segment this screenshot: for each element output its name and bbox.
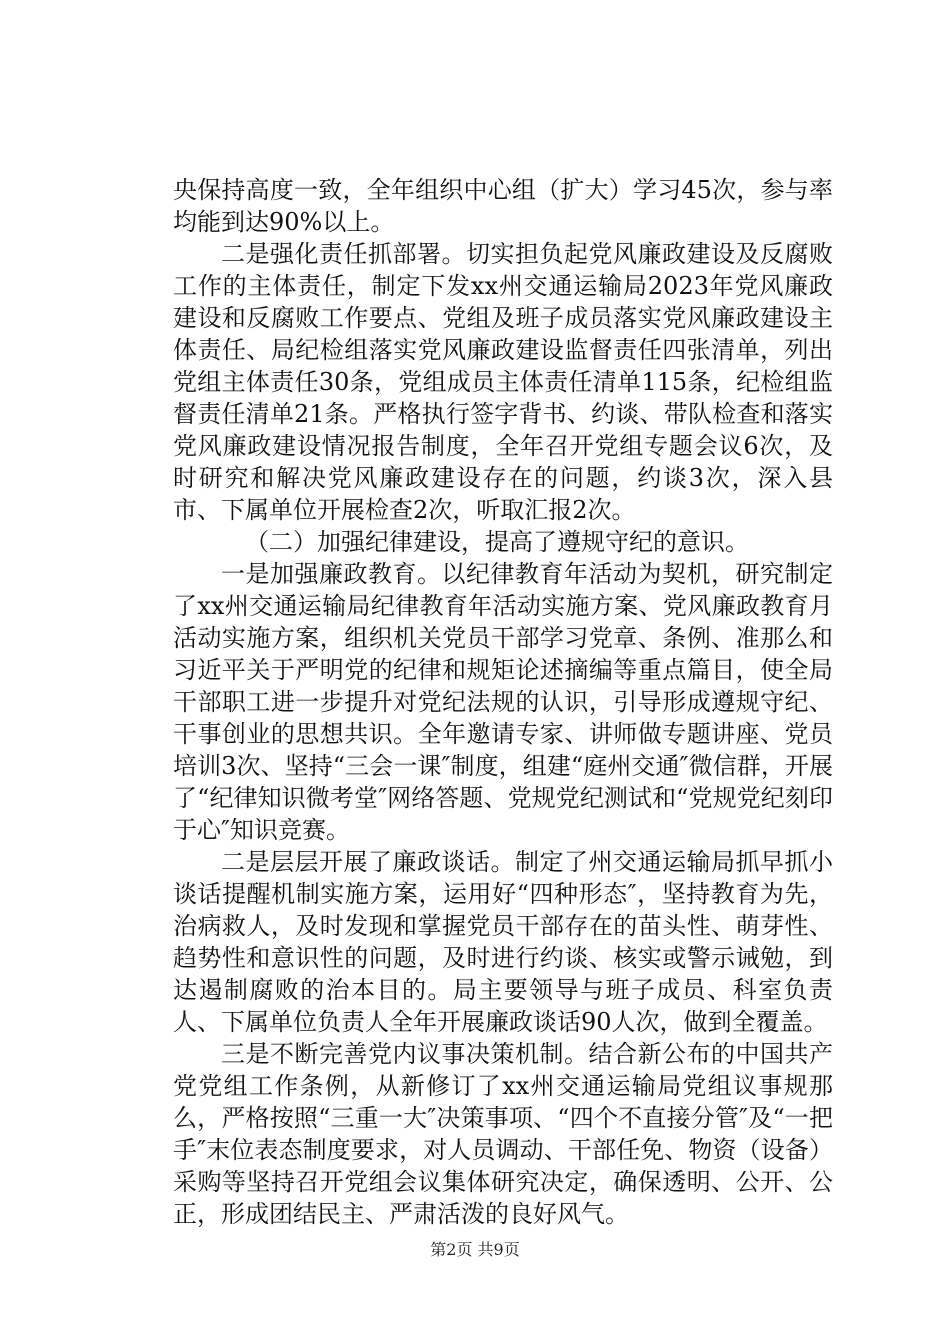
document-body — [173, 174, 833, 1230]
paragraph-responsibility: 二是强化责任抓部署。切实担负起党风廉政建设及反腐败工作的主体责任，制定下发xx州交通运输局2023年党风廉政建设和反腐败工作要点、党组及班子成员落实党风廉政建设主体责任、局纪检组落实党风廉政建设监督责任四张清单，列出党组主体责任30条，党组成员主体责任清单115条，纪检组监督责任清单21条。严格执行签字背书、约谈、带队检查和落实党风廉政建设情况报告制度，全年召开党组专题会议6次，及时研究和解决党风廉政建设存在的问题，约谈3次，深入县市、下属单位开展检查2次，听取汇报2次。 — [173, 240, 833, 524]
section-heading-discipline: （二）加强纪律建设，提高了遵规守纪的意识。 — [245, 528, 749, 556]
paragraph-talks: 二是层层开展了廉政谈话。制定了州交通运输局抓早抓小谈话提醒机制实施方案，运用好“四种形态″，坚持教育为先，治病救人，及时发现和掌握党员干部存在的苗头性、萌芽性、趋势性和意识性的问题，及时进行约谈、核实或警示诫勉，到达遏制腐败的治本目的。局主要领导与班子成员、科室负责人、下属单位负责人全年开展廉政谈话90人次，做到全覆盖。 — [173, 848, 833, 1036]
paragraph-continuation: 央保持高度一致，全年组织中心组（扩大）学习45次，参与率均能到达90%以上。 — [173, 176, 833, 236]
page-number-footer: 第2页 共9页 — [430, 1240, 520, 1259]
paragraph-decision-mechanism: 三是不断完善党内议事决策机制。结合新公布的中国共产党党组工作条例，从新修订了xx州交通运输局党组议事规那么，严格按照“三重一大″决策事项、“四个不直接分管″及“一把手″末位表态制度要求，对人员调动、干部任免、物资（设备）采购等坚持召开党组会议集体研究决定，确保透明、公开、公正，形成团结民主、严肃活泼的良好风气。 — [173, 1040, 833, 1228]
paragraph-education: 一是加强廉政教育。以纪律教育年活动为契机，研究制定了xx州交通运输局纪律教育年活动实施方案、党风廉政教育月活动实施方案，组织机关党员干部学习党章、条例、准那么和习近平关于严明党的纪律和规矩论述摘编等重点篇目，使全局干部职工进一步提升对党纪法规的认识，引导形成遵规守纪、干事创业的思想共识。全年邀请专家、讲师做专题讲座、党员培训3次、坚持“三会一课″制度，组建“庭州交通″微信群，开展了“纪律知识微考堂″网络答题、党规党纪测试和“党规党纪刻印于心″知识竞赛。 — [173, 560, 833, 844]
